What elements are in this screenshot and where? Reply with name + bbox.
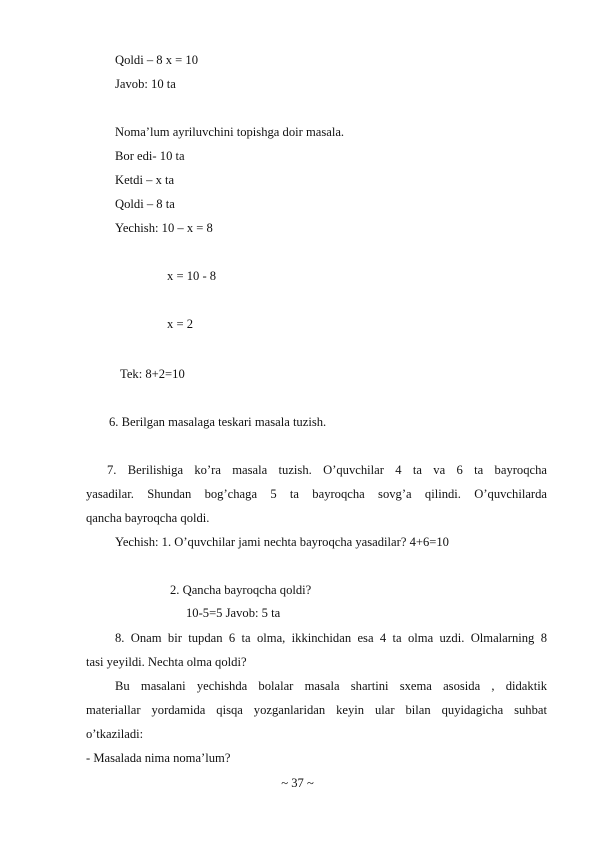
paragraph-line-3: o’tkaziladi: — [86, 727, 144, 741]
text-line-qoldi: Qoldi – 8 ta — [115, 197, 175, 211]
text-line-yechish: Yechish: 10 – x = 8 — [115, 221, 213, 235]
numbered-item-6: 6. Berilgan masalaga teskari masala tuzish. — [109, 415, 327, 429]
numbered-item-7-line-3: qancha bayroqcha qoldi. — [86, 511, 210, 525]
solution-step-2-answer: 10-5=5 Javob: 5 ta — [186, 606, 281, 620]
equation-step-2: x = 2 — [167, 317, 193, 331]
numbered-item-8-line-2: tasi yeyildi. Nechta olma qoldi? — [86, 655, 247, 669]
numbered-item-8-line-1: 8. Onam bir tupdan 6 ta olma, ikkinchidan esa 4 ta olma uzdi. Olmalarning 8 — [115, 631, 547, 645]
paragraph-line-2: materiallar yordamida qisqa yozganlaridan keyin ular bilan quyidagicha suhbat — [86, 703, 547, 717]
text-line-qoldi-result: Qoldi – 8 x = 10 — [115, 53, 199, 67]
solution-step-1: Yechish: 1. O’quvchilar jami nechta bayroqcha yasadilar? 4+6=10 — [115, 535, 449, 549]
page-number: ~ 37 ~ — [281, 776, 314, 790]
text-line-tek: Tek: 8+2=10 — [120, 367, 185, 381]
question-line: - Masalada nima noma’lum? — [86, 751, 231, 765]
paragraph-line-1: Bu masalani yechishda bolalar masala shartini sxema asosida , didaktik — [115, 679, 547, 693]
numbered-item-7-line-1: 7. Berilishiga ko’ra masala tuzish. O’quvchilar 4 ta va 6 ta bayroqcha — [107, 463, 547, 477]
text-line-javob: Javob: 10 ta — [115, 77, 176, 91]
section-heading-subtrahend-problem: Noma’lum ayriluvchini topishga doir masala. — [115, 125, 345, 139]
solution-step-2: 2. Qancha bayroqcha qoldi? — [170, 583, 312, 597]
equation-step-1: x = 10 - 8 — [167, 269, 217, 283]
text-line-ketdi: Ketdi – x ta — [115, 173, 175, 187]
text-line-bor-edi: Bor edi- 10 ta — [115, 149, 185, 163]
numbered-item-7-line-2: yasadilar. Shundan bog’chaga 5 ta bayroqcha sovg’a qilindi. O’quvchilarda — [86, 487, 547, 501]
